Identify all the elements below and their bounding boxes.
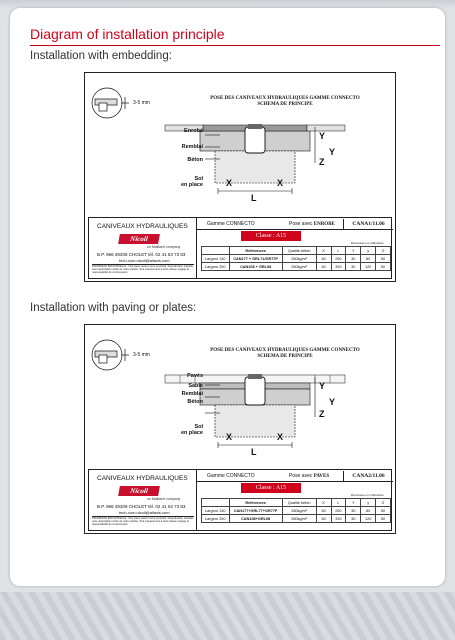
table-header: Qualité béton (282, 247, 316, 255)
drawing-subtitle: SCHEMA DE PRINCIPE (257, 102, 313, 107)
company-name: CANIVEAUX HYDRAULIQUES (97, 223, 188, 230)
title-block (88, 217, 392, 279)
table-header (202, 247, 230, 255)
dim-x-left: X (226, 178, 233, 188)
decorative-footer (0, 592, 455, 640)
table-header: Références (229, 499, 282, 507)
table-header: L (331, 247, 346, 255)
nicoll-logo: Nicoll (118, 234, 160, 244)
table-cell: 330 (331, 515, 346, 523)
nicoll-logo: Nicoll (118, 486, 160, 496)
company-panel (89, 470, 197, 530)
table-cell: CAN177 + GRL71/GR77P (229, 255, 282, 263)
label-enrobe: Enrobé (184, 128, 203, 134)
dim-z: Z (319, 157, 325, 167)
table-row (202, 515, 391, 523)
table-header: Y (346, 499, 361, 507)
table-header: L (331, 499, 346, 507)
label-sol: Sol (194, 424, 203, 430)
table-cell: 30 (346, 263, 361, 271)
title-block (88, 469, 392, 531)
label-remblai: Remblai (181, 144, 203, 150)
table-cell: 250kg/m³ (282, 255, 316, 263)
section-label-embedding: Installation with embedding: (30, 50, 172, 62)
pose-prefix: Pose avec (289, 473, 313, 479)
inset-dimension: 3-5 mm (133, 100, 150, 106)
table-cell: 30 (346, 507, 361, 515)
dim-x-right: X (277, 178, 284, 188)
title-divider (30, 45, 440, 46)
table-cell: 250 (331, 507, 346, 515)
table-cell: 50 (376, 263, 391, 271)
table-cell: Largeur 200 (202, 515, 230, 523)
table-cell: 30 (346, 515, 361, 523)
table-row (202, 507, 391, 515)
table-cell: 60 (316, 515, 331, 523)
label-sol: Sol (194, 176, 203, 182)
table-cell: CAN108+GRL08 (229, 515, 282, 523)
section-label-paving: Installation with paving or plates: (30, 302, 197, 314)
company-panel (89, 218, 197, 278)
class-badge: Classe : A15 (241, 483, 301, 493)
table-cell: 60 (316, 507, 331, 515)
dim-y: Y (319, 381, 326, 391)
table-cell: 280kg/m³ (282, 507, 316, 515)
table-cell: Largeur 130 (202, 507, 230, 515)
table-header: Y (346, 247, 361, 255)
dim-y-lower: Y (329, 397, 336, 407)
dim-x-left: X (226, 432, 233, 442)
table-header: y (361, 247, 376, 255)
table-cell: 280kg/m³ (282, 263, 316, 271)
label-en-place: en place (180, 430, 203, 436)
table-cell: 50 (376, 515, 391, 523)
label-beton: Béton (187, 399, 203, 405)
table-header (202, 499, 230, 507)
company-address: B.P. 966 49308 CHOLET tél. 02 41 63 73 83 (97, 252, 186, 257)
table-cell: 50 (376, 507, 391, 515)
label-beton: Béton (187, 157, 203, 163)
content-card (10, 8, 445, 586)
pose-type (289, 473, 329, 479)
dim-z: Z (319, 409, 325, 419)
dim-y-lower: Y (329, 147, 336, 157)
spec-table (201, 498, 391, 523)
table-header: X (316, 499, 331, 507)
spec-table (201, 246, 391, 271)
inset-detail (92, 340, 129, 370)
label-sable: Sable (188, 383, 203, 389)
table-cell: Largeur 130 (202, 255, 230, 263)
table-cell: 330 (331, 263, 346, 271)
label-paves: Pavés (187, 373, 203, 379)
dimension-note: Dimensions en millimètres (351, 241, 384, 245)
table-cell: 280kg/m³ (282, 515, 316, 523)
table-row (202, 255, 391, 263)
table-cell: 80 (361, 255, 376, 263)
label-en-place: en place (180, 182, 203, 188)
product-range: Gamme CONNECTO (207, 221, 255, 227)
drawing-title: POSE DES CANIVEAUX HYDRAULIQUES GAMME CONNECTO (210, 348, 360, 353)
table-cell: 60 (316, 255, 331, 263)
inset-dimension: 3-5 mm (133, 352, 150, 358)
table-cell: 50 (376, 255, 391, 263)
pose-value: ENROBE (313, 222, 335, 227)
table-header: y (361, 499, 376, 507)
table-header: Z (376, 247, 391, 255)
fine-print: PROPRIETE INDUSTRIELLE : Nos plans restent notre propriété. Reproduction interdite sans autorisation écrite de notre société. Tout manquement à cette clause engage la responsabilité du contrevenant. (92, 265, 194, 275)
table-cell: 250 (331, 255, 346, 263)
table-cell: Largeur 200 (202, 263, 230, 271)
table-header-row (202, 499, 391, 507)
page-title: Diagram of installation principle (30, 26, 225, 42)
table-header: Z (376, 499, 391, 507)
label-remblai: Remblai (181, 391, 203, 397)
table-cell: 120 (361, 515, 376, 523)
table-cell: 60 (316, 263, 331, 271)
table-cell: 30 (346, 255, 361, 263)
fine-print: PROPRIETE INDUSTRIELLE : Nos plans restent notre propriété. Reproduction interdite sans autorisation écrite de notre société. Tout manquement à cette clause engage la responsabilité du contrevenant. (92, 517, 194, 527)
dim-y: Y (319, 131, 326, 141)
dim-x-right: X (277, 432, 284, 442)
inset-detail (92, 88, 129, 118)
dim-l: L (251, 447, 257, 457)
logo-subtitle: un Maillaert company (147, 497, 181, 501)
class-badge: Classe : A15 (241, 231, 301, 241)
dimension-note: Dimensions en millimètres (351, 493, 384, 497)
table-header: Références (229, 247, 282, 255)
drawing-code: CANA1/11.06 (343, 219, 393, 229)
logo-subtitle: un Maillaert company (147, 245, 181, 249)
table-cell: 120 (361, 263, 376, 271)
company-email: tech-com.nicoll@aliaxis.com (119, 510, 170, 515)
dim-l: L (251, 193, 257, 203)
table-row (202, 263, 391, 271)
title-block-divider (197, 229, 393, 230)
table-cell: CAN177+GRL77+GR77P (229, 507, 282, 515)
pose-prefix: Pose avec (289, 221, 313, 227)
table-header: Qualité béton (282, 499, 316, 507)
product-range: Gamme CONNECTO (207, 473, 255, 479)
table-cell: CAN108 + GRL08 (229, 263, 282, 271)
table-header-row (202, 247, 391, 255)
company-email: tech-com.nicoll@aliaxis.com (119, 258, 170, 263)
pose-value: PAVES (313, 474, 330, 479)
table-cell: 80 (361, 507, 376, 515)
table-header: X (316, 247, 331, 255)
drawing-sheet-paving (84, 324, 396, 534)
drawing-title: POSE DES CANIVEAUX HYDRAULIQUES GAMME CONNECTO (210, 96, 360, 101)
drawing-subtitle: SCHEMA DE PRINCIPE (257, 354, 313, 359)
drawing-sheet-embedding (84, 72, 396, 282)
pose-type (289, 221, 335, 227)
drawing-code: CANA2/11.06 (343, 471, 393, 481)
company-name: CANIVEAUX HYDRAULIQUES (97, 475, 188, 482)
company-address: B.P. 966 49309 CHOLET tél. 02 41 63 73 83 (97, 504, 186, 509)
title-block-divider (197, 481, 393, 482)
